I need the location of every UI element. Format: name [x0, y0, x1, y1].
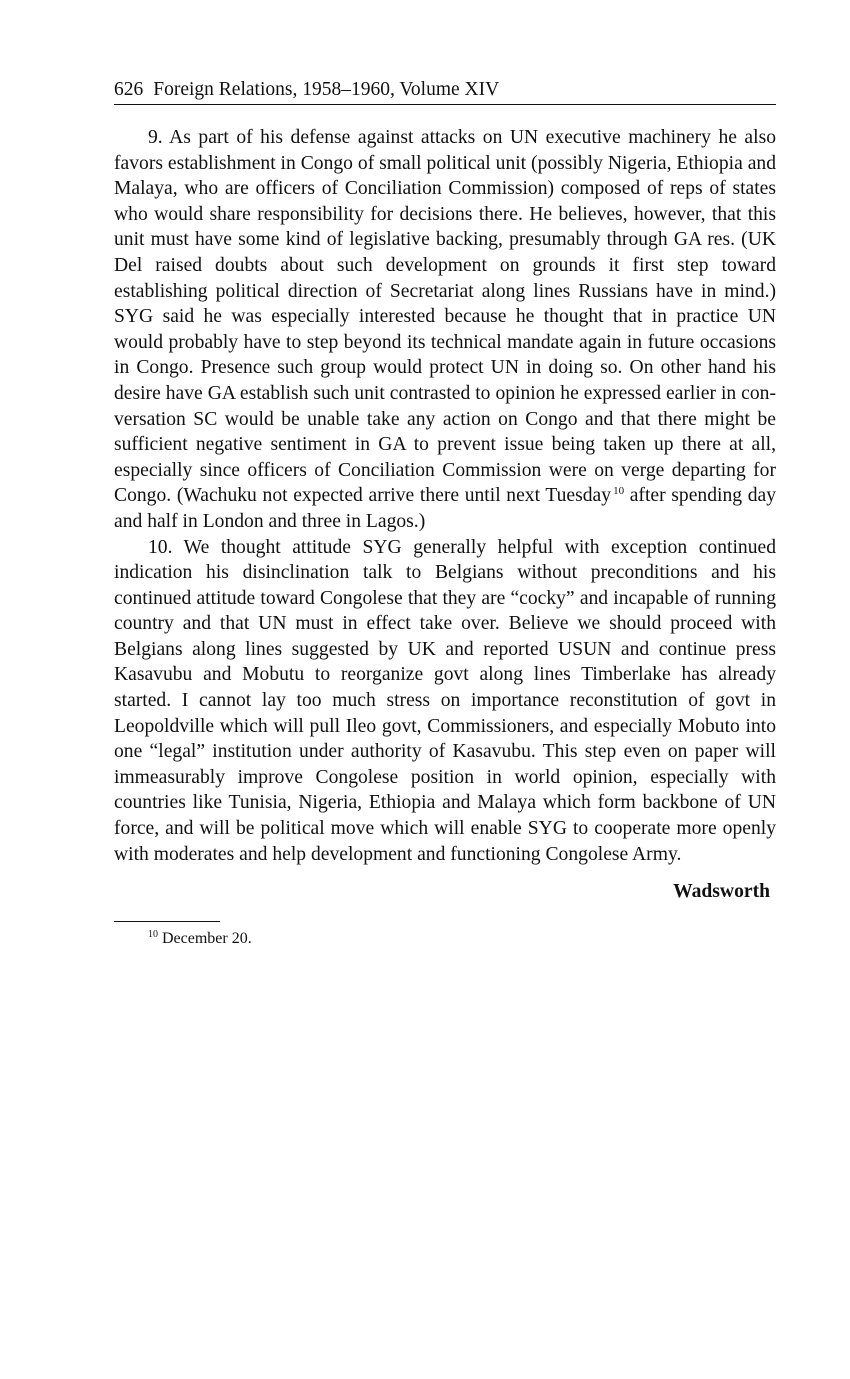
footnote [114, 929, 776, 949]
footnote-divider [114, 921, 220, 922]
page-number: 626 [114, 79, 144, 100]
paragraph-9-text-end: after spending day and half in London and three in Lagos.) [114, 485, 777, 532]
paragraph-10: 10. We thought attitude SYG generally helpful with exception continued indication his disinclination talk to Belgians without preconditions and his continued attitude toward Congolese that they are “cocky” and incapable of running country and that UN must in effect take over. Believe we should proceed with Belgians along lines suggested by UK and reported USUN and continue press Kasavubu and Mobutu to reorganize govt along lines Timberlake has already started. I cannot lay too much stress on importance reconstitution of govt in Leopoldville which will pull Ileo govt, Commissioners, and especially Mobuto into one “legal” institution under authority of Kasavubu. This step even on paper will immeasurably improve Congolese position in world opinion, especially with countries like Tunisia, Nigeria, Ethiopia and Malaya which form backbone of UN force, and will be political move which will enable SYG to cooperate more openly with moderates and help development and functioning Congolese Army. [114, 536, 776, 865]
footnote-reference[interactable]: 10 [613, 484, 625, 497]
signature: Wadsworth [673, 881, 770, 903]
running-header [114, 78, 776, 105]
footnote-number: 10 [148, 928, 158, 940]
document-page [114, 78, 776, 949]
document-body [114, 125, 776, 867]
footnote-text: December 20. [162, 930, 252, 948]
paragraph-9 [114, 125, 776, 535]
volume-title: Foreign Relations, 1958–1960, Volume XIV [153, 79, 500, 100]
paragraph-9-text: 9. As part of his defense against attacks on UN executive machinery he also favors establishment in Congo of small political unit (possibly Nigeria, Ethiopia and Malaya, who are officers of Conciliation Commission) composed of reps of states who would share responsibility for decisions there. He believes, however, that this unit must have some kind of legislative backing, presumably through GA res. (UK Del raised doubts about such development on grounds it first step toward establishing political direction of Secretariat along lines Russians have in mind.) SYG said he was especially interested because he thought that in practice UN would probably have to step beyond its technical mandate again in future occasions in Congo. Presence such group would protect UN in doing so. On other hand his desire have GA establish such unit contrasted to opinion he expressed earlier in conversation SC would be unable take any action on Congo and that there might be sufficient negative sentiment in GA to prevent issue being taken up there at all, especially since officers of Conciliation Commission were on verge departing for Congo. (Wachuku not expected arrive there until next Tuesday [114, 127, 776, 507]
